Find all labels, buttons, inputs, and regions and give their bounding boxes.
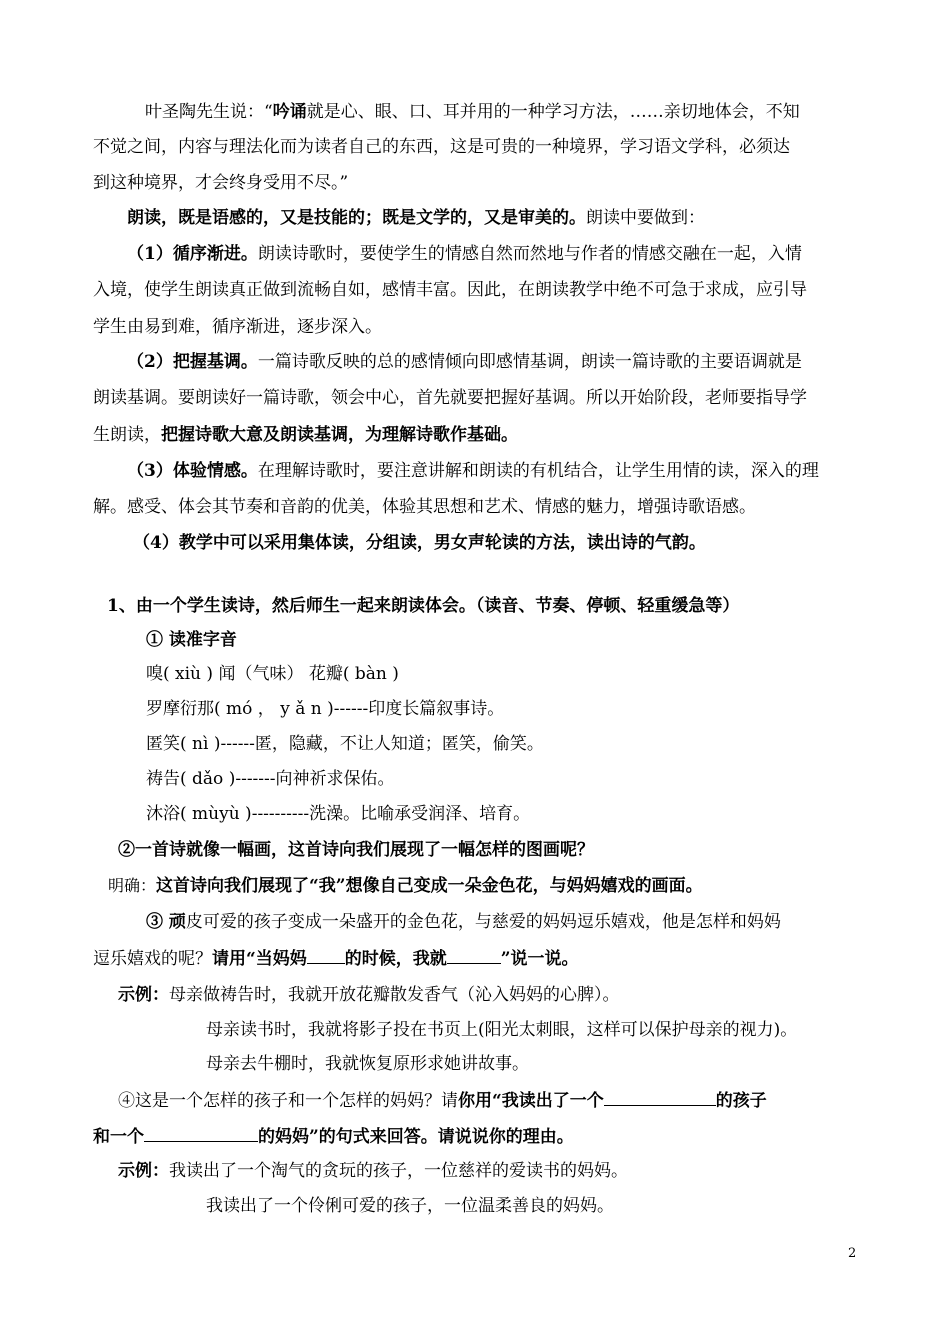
question-3-line-1	[146, 910, 781, 934]
fill-blank	[307, 946, 345, 964]
p2-line-3	[93, 423, 518, 447]
section-1-title: 1、由一个学生读诗，然后师生一起来朗读体会。（读音、节奏、停顿、轻重缓急等）	[107, 596, 740, 616]
question-3-bold: 请用“当妈妈	[212, 949, 307, 969]
p2-text: 生朗读，	[93, 425, 161, 445]
vocab-item: 匿笑( nì )------匿，隐藏，不让人知道；匿笑，偷笑。	[146, 734, 544, 754]
p1-line-3: 学生由易到难，循序渐进，逐步深入。	[93, 317, 382, 337]
example-text: 母亲做祷告时，我就开放花瓣散发香气（沁入妈妈的心脾）。	[169, 985, 620, 1005]
quote-line-2: 不觉之间，内容与理法化而为读者自己的东西，这是可贵的一种境界，学习语文学科，必须达	[93, 137, 790, 157]
p3-line-2: 解。感受、体会其节奏和音韵的优美，体验其思想和艺术、情感的魅力，增强诗歌语感。	[93, 497, 756, 517]
example-text: 我读出了一个淘气的贪玩的孩子，一位慈祥的爱读书的妈妈。	[169, 1161, 628, 1181]
p2-line-2: 朗读基调。要朗读好一篇诗歌，领会中心，首先就要把握好基调。所以开始阶段，老师要指导学	[93, 388, 807, 408]
example-line-4	[118, 1159, 628, 1183]
p1-line-2: 入境，使学生朗读真正做到流畅自如，感情丰富。因此，在朗读教学中绝不可急于求成，应引导	[93, 280, 807, 300]
intro-line	[127, 206, 705, 230]
example-line-5: 我读出了一个伶俐可爱的孩子，一位温柔善良的妈妈。	[206, 1196, 614, 1216]
question-4-bold: 的孩子	[715, 1091, 767, 1111]
p1-text: 朗读诗歌时，要使学生的情感自然而然地与作者的情感交融在一起，入情	[257, 244, 802, 264]
p2-heading: （2）把握基调。	[127, 352, 258, 372]
question-2: ②一首诗就像一幅画，这首诗向我们展现了一幅怎样的图画呢？	[118, 840, 594, 860]
example-line-2: 母亲读书时，我就将影子投在书页上(阳光太刺眼，这样可以保护母亲的视力)。	[206, 1020, 798, 1040]
p2-text: 一篇诗歌反映的总的感情倾向即感情基调，朗读一篇诗歌的主要语调就是	[257, 352, 802, 372]
example-label: 示例：	[118, 1161, 169, 1181]
fill-blank	[144, 1124, 258, 1142]
p2-bold-text: 把握诗歌大意及朗读基调，为理解诗歌作基础。	[161, 425, 518, 445]
question-1: ① 读准字音	[146, 630, 237, 650]
example-line-1	[118, 983, 620, 1007]
answer-text: 这首诗向我们展现了“我”想像自己变成一朵金色花，与妈妈嬉戏的画面。	[156, 876, 703, 896]
question-3-number: ③	[146, 912, 169, 932]
p1-line-1	[127, 242, 802, 266]
p3-heading: （3）体验情感。	[127, 461, 258, 481]
intro-normal: 朗读中要做到：	[586, 208, 705, 228]
p4-line: （4）教学中可以采用集体读，分组读，男女声轮读的方法，读出诗的气韵。	[133, 533, 706, 553]
answer-2	[108, 874, 703, 898]
question-3-bold: ”说一说。	[500, 949, 579, 969]
quote-text: 就是心、眼、口、耳并用的一种学习方法，……亲切地体会，不知	[306, 102, 800, 122]
answer-label: 明确：	[108, 876, 157, 895]
intro-bold: 朗读，既是语感的，又是技能的；既是文学的，又是审美的。	[127, 208, 586, 228]
question-3-line-2	[93, 946, 579, 971]
quote-keyword: 吟诵	[272, 102, 307, 122]
p2-line-1	[127, 350, 802, 374]
question-3-text: 皮可爱的孩子变成一朵盛开的金色花，与慈爱的妈妈逗乐嬉戏，他是怎样和妈妈	[185, 912, 781, 932]
question-4-line-2	[93, 1124, 574, 1149]
quote-line-1	[145, 100, 800, 124]
question-3-bold: 的时候，我就	[344, 949, 447, 969]
vocab-item: 罗摩衍那( mó ， y ǎ n )------印度长篇叙事诗。	[146, 699, 505, 719]
p3-line-1	[127, 459, 819, 483]
example-label: 示例：	[118, 985, 169, 1005]
fill-blank	[447, 946, 501, 964]
question-4-bold: 你用“我读出了一个	[458, 1091, 604, 1111]
p3-text: 在理解诗歌时，要注意讲解和朗读的有机结合，让学生用情的读，深入的理	[257, 461, 819, 481]
example-line-3: 母亲去牛棚时，我就恢复原形求她讲故事。	[206, 1054, 529, 1074]
quote-text: 叶圣陶先生说：“	[145, 102, 273, 122]
p1-heading: （1）循序渐进。	[127, 244, 258, 264]
quote-line-3: 到这种境界，才会终身受用不尽。”	[93, 173, 349, 193]
vocab-item: 嗅( xiù ) 闻（气味） 花瓣( bàn )	[146, 664, 399, 684]
vocab-item: 沐浴( mùyù )----------洗澡。比喻承受润泽、培育。	[146, 804, 531, 824]
page-number: 2	[848, 1246, 857, 1261]
question-4-bold: 和一个	[93, 1127, 144, 1147]
question-4-bold: 的妈妈”的句式来回答。请说说你的理由。	[258, 1127, 574, 1147]
question-3-bold: 顽	[168, 912, 186, 932]
fill-blank	[604, 1088, 716, 1106]
question-4-line-1	[118, 1088, 767, 1113]
question-4-text: ④这是一个怎样的孩子和一个怎样的妈妈？请	[118, 1091, 458, 1111]
question-3-text: 逗乐嬉戏的呢？	[93, 949, 212, 969]
vocab-item: 祷告( dǎo )-------向神祈求保佑。	[146, 769, 395, 789]
